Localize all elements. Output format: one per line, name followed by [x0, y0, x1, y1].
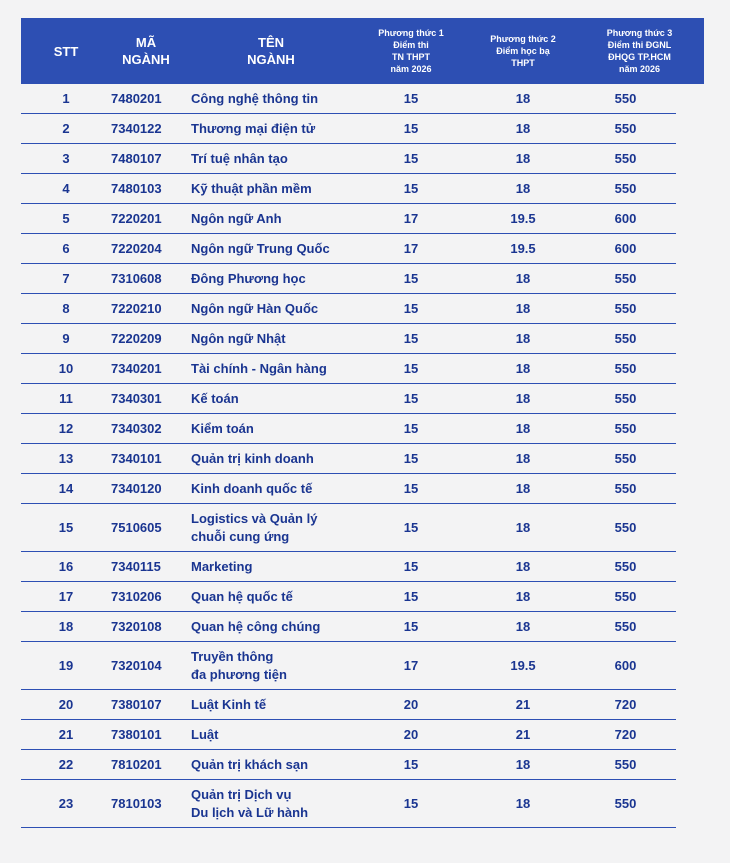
row-phuong-thuc-2: 18 — [515, 619, 531, 634]
row-phuong-thuc-1: 15 — [403, 589, 419, 604]
row-ten-nganh-line: Luật — [191, 726, 219, 742]
row-phuong-thuc-1: 17 — [403, 211, 419, 226]
row-ma-nganh: 7320108 — [111, 619, 162, 634]
row-ten-nganh — [181, 120, 351, 138]
row-ten-nganh-line: Tài chính - Ngân hàng — [191, 360, 327, 376]
row-ten-nganh — [181, 726, 351, 744]
table-header — [21, 18, 704, 84]
row-ten-nganh-line: Công nghệ thông tin — [191, 90, 319, 106]
row-stt: 8 — [62, 301, 70, 316]
row-stt: 4 — [62, 181, 70, 196]
row-ten-nganh-line: Kiểm toán — [191, 420, 254, 436]
row-phuong-thuc-1: 15 — [403, 481, 419, 496]
row-ten-nganh-line: Kỹ thuật phần mềm — [191, 180, 312, 196]
row-ten-nganh — [181, 390, 351, 408]
table-row — [21, 114, 676, 144]
row-phuong-thuc-1: 15 — [403, 181, 419, 196]
row-ma-nganh: 7380101 — [111, 727, 162, 742]
row-ten-nganh — [181, 150, 351, 168]
table-row — [21, 204, 676, 234]
row-phuong-thuc-1: 15 — [403, 391, 419, 406]
row-phuong-thuc-3: 550 — [614, 559, 637, 574]
row-ma-nganh: 7340302 — [111, 421, 162, 436]
row-phuong-thuc-1: 20 — [403, 697, 419, 712]
row-phuong-thuc-3: 550 — [614, 391, 637, 406]
row-phuong-thuc-3: 550 — [614, 481, 637, 496]
row-phuong-thuc-1: 15 — [403, 757, 419, 772]
row-ten-nganh-line: Truyền thông — [191, 648, 274, 664]
row-ma-nganh: 7510605 — [111, 520, 162, 535]
row-ten-nganh — [181, 210, 351, 228]
row-ten-nganh-line: Đông Phương học — [191, 270, 306, 286]
table-row — [21, 642, 676, 690]
table-row — [21, 264, 676, 294]
row-ma-nganh: 7310206 — [111, 589, 162, 604]
header-phuong-thuc-1: Phương thức 1 Điểm thi TN THPT năm 2026 — [378, 28, 444, 74]
row-phuong-thuc-1: 15 — [403, 796, 419, 811]
row-phuong-thuc-3: 550 — [614, 619, 637, 634]
row-stt: 3 — [62, 151, 70, 166]
row-phuong-thuc-1: 15 — [403, 271, 419, 286]
row-ten-nganh — [181, 300, 351, 318]
row-ten-nganh — [181, 786, 351, 822]
table-row — [21, 582, 676, 612]
row-ten-nganh-line: Quan hệ quốc tế — [191, 588, 293, 604]
row-stt: 5 — [62, 211, 70, 226]
table-row — [21, 144, 676, 174]
row-phuong-thuc-1: 17 — [403, 241, 419, 256]
row-phuong-thuc-2: 18 — [515, 481, 531, 496]
table-row — [21, 384, 676, 414]
row-stt: 2 — [62, 121, 70, 136]
row-ten-nganh-line: Kinh doanh quốc tế — [191, 480, 313, 496]
row-ten-nganh — [181, 756, 351, 774]
row-phuong-thuc-3: 720 — [614, 697, 637, 712]
table-row — [21, 690, 676, 720]
row-stt: 6 — [62, 241, 70, 256]
row-stt: 23 — [58, 796, 74, 811]
row-phuong-thuc-3: 550 — [614, 151, 637, 166]
row-stt: 9 — [62, 331, 70, 346]
row-phuong-thuc-3: 720 — [614, 727, 637, 742]
table-row — [21, 504, 676, 552]
table-row — [21, 294, 676, 324]
row-phuong-thuc-2: 18 — [515, 520, 531, 535]
row-phuong-thuc-3: 550 — [614, 121, 637, 136]
row-phuong-thuc-1: 20 — [403, 727, 419, 742]
row-ten-nganh-line: Quản trị khách sạn — [191, 756, 309, 772]
row-phuong-thuc-3: 550 — [614, 301, 637, 316]
row-phuong-thuc-1: 15 — [403, 520, 419, 535]
row-ten-nganh-line: Kế toán — [191, 390, 239, 406]
row-phuong-thuc-2: 18 — [515, 361, 531, 376]
row-phuong-thuc-1: 15 — [403, 361, 419, 376]
row-phuong-thuc-1: 17 — [403, 658, 419, 673]
row-phuong-thuc-2: 18 — [515, 121, 531, 136]
row-ten-nganh-line: Du lịch và Lữ hành — [191, 804, 309, 820]
row-ten-nganh-line: chuỗi cung ứng — [191, 528, 290, 544]
row-stt: 11 — [59, 391, 73, 406]
table-row — [21, 720, 676, 750]
row-phuong-thuc-2: 19.5 — [510, 241, 536, 256]
table-row — [21, 474, 676, 504]
row-stt: 13 — [58, 451, 74, 466]
row-phuong-thuc-2: 18 — [515, 91, 531, 106]
row-phuong-thuc-2: 19.5 — [510, 658, 536, 673]
row-phuong-thuc-1: 15 — [403, 91, 419, 106]
row-phuong-thuc-2: 18 — [515, 757, 531, 772]
row-phuong-thuc-2: 21 — [515, 727, 531, 742]
row-phuong-thuc-2: 18 — [515, 181, 531, 196]
row-phuong-thuc-1: 15 — [403, 421, 419, 436]
row-ten-nganh-line: Logistics và Quản lý — [191, 510, 318, 526]
row-ten-nganh — [181, 510, 351, 546]
row-ten-nganh — [181, 558, 351, 576]
row-phuong-thuc-3: 600 — [614, 211, 637, 226]
row-ma-nganh: 7320104 — [111, 658, 162, 673]
row-phuong-thuc-3: 550 — [614, 451, 637, 466]
row-phuong-thuc-3: 550 — [614, 361, 637, 376]
row-ten-nganh — [181, 420, 351, 438]
row-ma-nganh: 7220204 — [111, 241, 162, 256]
row-ma-nganh: 7810201 — [111, 757, 162, 772]
row-ten-nganh-line: Quản trị Dịch vụ — [191, 786, 292, 802]
row-phuong-thuc-3: 600 — [614, 241, 637, 256]
row-ma-nganh: 7340120 — [111, 481, 162, 496]
row-stt: 18 — [58, 619, 74, 634]
row-phuong-thuc-3: 600 — [614, 658, 637, 673]
row-ten-nganh-line: Trí tuệ nhân tạo — [191, 150, 288, 166]
row-stt: 10 — [58, 361, 74, 376]
row-ten-nganh — [181, 618, 351, 636]
row-phuong-thuc-1: 15 — [403, 559, 419, 574]
row-phuong-thuc-2: 18 — [515, 271, 531, 286]
row-ten-nganh-line: đa phương tiện — [191, 666, 287, 682]
row-ten-nganh — [181, 240, 351, 258]
row-phuong-thuc-2: 21 — [515, 697, 531, 712]
table-row — [21, 780, 676, 828]
header-ten-nganh: TÊN NGÀNH — [247, 35, 295, 67]
row-ten-nganh-line: Ngôn ngữ Trung Quốc — [191, 240, 330, 256]
row-phuong-thuc-3: 550 — [614, 520, 637, 535]
row-stt: 20 — [58, 697, 74, 712]
row-ten-nganh-line: Thương mại điện tử — [191, 120, 316, 136]
row-phuong-thuc-3: 550 — [614, 331, 637, 346]
row-phuong-thuc-3: 550 — [614, 91, 637, 106]
row-stt: 1 — [62, 91, 70, 106]
row-ten-nganh-line: Ngôn ngữ Anh — [191, 210, 282, 226]
row-ma-nganh: 7220201 — [111, 211, 162, 226]
row-phuong-thuc-2: 19.5 — [510, 211, 536, 226]
table-row — [21, 414, 676, 444]
row-ten-nganh — [181, 270, 351, 288]
row-phuong-thuc-1: 15 — [403, 151, 419, 166]
row-ma-nganh: 7340115 — [111, 559, 161, 574]
table-row — [21, 84, 676, 114]
row-ten-nganh-line: Ngôn ngữ Hàn Quốc — [191, 300, 319, 316]
admission-score-table — [21, 18, 704, 828]
row-ma-nganh: 7340122 — [111, 121, 162, 136]
row-ma-nganh: 7340101 — [111, 451, 162, 466]
row-phuong-thuc-2: 18 — [515, 559, 531, 574]
row-ma-nganh: 7340201 — [111, 361, 162, 376]
row-ten-nganh — [181, 696, 351, 714]
row-phuong-thuc-2: 18 — [515, 151, 531, 166]
row-phuong-thuc-3: 550 — [614, 181, 637, 196]
table-row — [21, 234, 676, 264]
header-phuong-thuc-3: Phương thức 3 Điểm thi ĐGNL ĐHQG TP.HCM năm 2026 — [606, 28, 673, 74]
row-ma-nganh: 7220209 — [111, 331, 162, 346]
row-ma-nganh: 7480103 — [111, 181, 162, 196]
row-phuong-thuc-3: 550 — [614, 271, 637, 286]
row-phuong-thuc-3: 550 — [614, 757, 637, 772]
row-phuong-thuc-1: 15 — [403, 619, 419, 634]
table-body — [21, 84, 676, 828]
table-row — [21, 354, 676, 384]
header-ma-nganh: MÃ NGÀNH — [122, 35, 170, 67]
table-row — [21, 174, 676, 204]
row-ten-nganh — [181, 648, 351, 684]
row-ma-nganh: 7480107 — [111, 151, 162, 166]
row-ten-nganh — [181, 360, 351, 378]
row-phuong-thuc-2: 18 — [515, 589, 531, 604]
row-stt: 19 — [58, 658, 74, 673]
row-ten-nganh-line: Quản trị kinh doanh — [191, 450, 314, 466]
row-stt: 22 — [58, 757, 74, 772]
row-phuong-thuc-3: 550 — [614, 421, 637, 436]
row-ten-nganh — [181, 90, 351, 108]
row-phuong-thuc-1: 15 — [403, 121, 419, 136]
table-row — [21, 324, 676, 354]
row-ten-nganh — [181, 450, 351, 468]
table-row — [21, 552, 676, 582]
row-ten-nganh-line: Quan hệ công chúng — [191, 618, 321, 634]
row-stt: 14 — [58, 481, 74, 496]
row-phuong-thuc-2: 18 — [515, 421, 531, 436]
row-ma-nganh: 7480201 — [111, 91, 162, 106]
row-stt: 17 — [58, 589, 74, 604]
row-phuong-thuc-2: 18 — [515, 391, 531, 406]
row-stt: 12 — [58, 421, 74, 436]
header-phuong-thuc-2: Phương thức 2 Điểm học bạ THPT — [490, 34, 556, 68]
row-phuong-thuc-2: 18 — [515, 301, 531, 316]
row-ma-nganh: 7380107 — [111, 697, 162, 712]
table-row — [21, 612, 676, 642]
row-phuong-thuc-3: 550 — [614, 796, 637, 811]
row-ten-nganh — [181, 330, 351, 348]
row-phuong-thuc-1: 15 — [403, 331, 419, 346]
row-ten-nganh-line: Luật Kinh tế — [191, 696, 267, 712]
row-phuong-thuc-2: 18 — [515, 331, 531, 346]
header-stt: STT — [53, 43, 79, 59]
table-row — [21, 750, 676, 780]
row-phuong-thuc-1: 15 — [403, 451, 419, 466]
row-ten-nganh-line: Ngôn ngữ Nhật — [191, 330, 286, 346]
row-ma-nganh: 7310608 — [111, 271, 162, 286]
row-stt: 21 — [58, 727, 74, 742]
row-phuong-thuc-3: 550 — [614, 589, 637, 604]
row-stt: 7 — [62, 271, 70, 286]
table-row — [21, 444, 676, 474]
row-stt: 16 — [58, 559, 74, 574]
row-ten-nganh — [181, 480, 351, 498]
row-stt: 15 — [58, 520, 74, 535]
row-ma-nganh: 7340301 — [111, 391, 162, 406]
row-phuong-thuc-2: 18 — [515, 796, 531, 811]
row-ten-nganh — [181, 588, 351, 606]
row-ten-nganh-line: Marketing — [191, 558, 253, 574]
row-ma-nganh: 7220210 — [111, 301, 162, 316]
row-phuong-thuc-1: 15 — [403, 301, 419, 316]
row-ma-nganh: 7810103 — [111, 796, 162, 811]
row-ten-nganh — [181, 180, 351, 198]
row-phuong-thuc-2: 18 — [515, 451, 531, 466]
